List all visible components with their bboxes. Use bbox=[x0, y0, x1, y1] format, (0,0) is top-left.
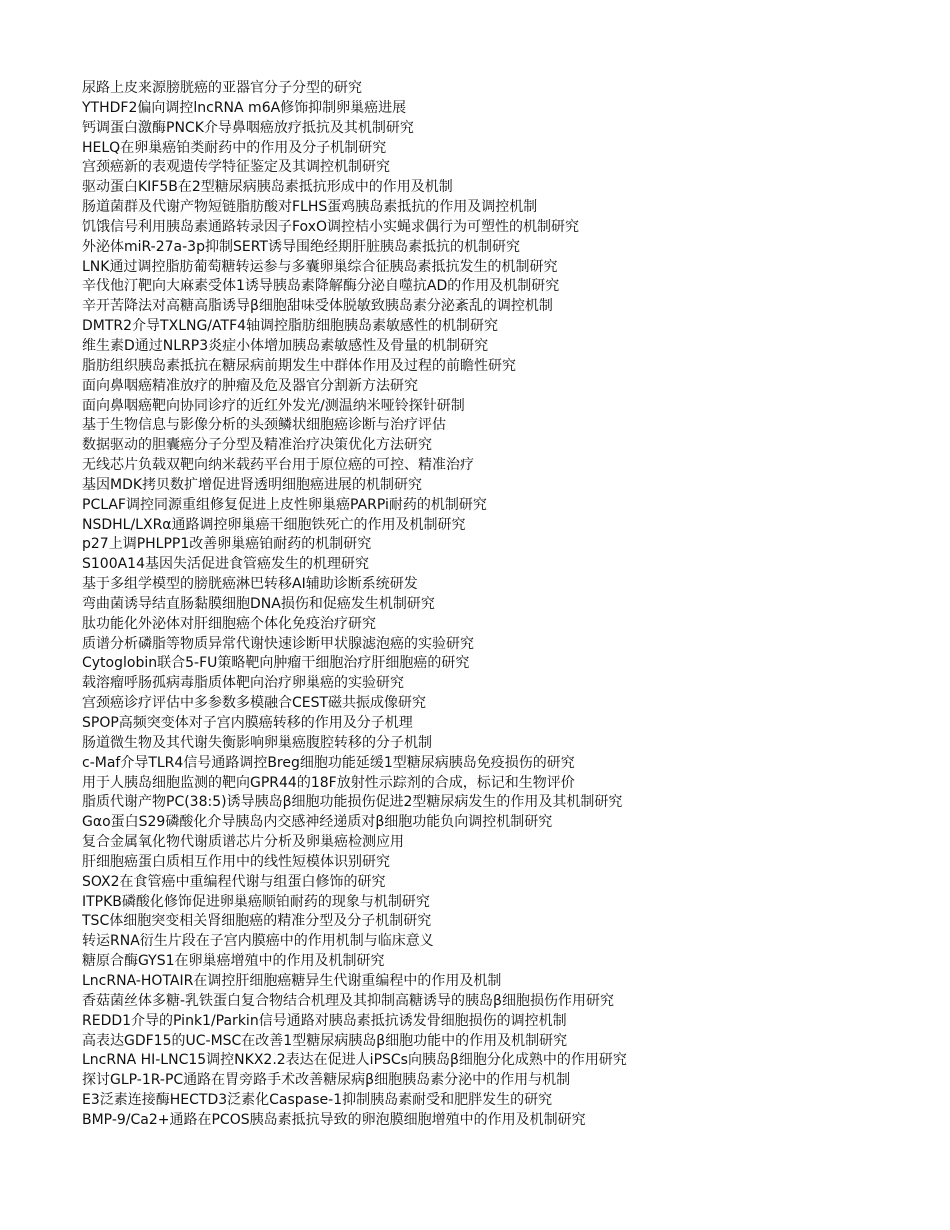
research-title-item: 维生素D通过NLRP3炎症小体增加胰岛素敏感性及骨量的机制研究 bbox=[82, 337, 489, 354]
research-title-item: 探讨GLP-1R-PC通路在胃旁路手术改善糖尿病β细胞胰岛素分泌中的作用与机制 bbox=[82, 1072, 571, 1089]
research-title-item: LncRNA-HOTAIR在调控肝细胞癌糖异生代谢重编程中的作用及机制 bbox=[82, 972, 502, 989]
research-title-item: 香菇菌丝体多糖-乳铁蛋白复合物结合机理及其抑制高糖诱导的胰岛β细胞损伤作用研究 bbox=[82, 992, 614, 1009]
research-title-item: SPOP高频突变体对子宫内膜癌转移的作用及分子机理 bbox=[82, 715, 413, 731]
research-title-item: 基于生物信息与影像分析的头颈鳞状细胞癌诊断与治疗评估 bbox=[82, 417, 446, 434]
research-title-item: 辛开苦降法对高糖高脂诱导β细胞甜味受体脱敏致胰岛素分泌紊乱的调控机制 bbox=[82, 298, 553, 315]
research-title-item: 宫颈癌诊疗评估中多参数多模融合CEST磁共振成像研究 bbox=[82, 695, 427, 712]
research-title-item: 质谱分析磷脂等物质异常代谢快速诊断甲状腺滤泡癌的实验研究 bbox=[82, 635, 474, 652]
research-title-item: DMTR2介导TXLNG/ATF4轴调控脂肪细胞胰岛素敏感性的机制研究 bbox=[82, 318, 499, 335]
research-title-item: 弯曲菌诱导结直肠黏膜细胞DNA损伤和促癌发生机制研究 bbox=[82, 595, 435, 612]
research-title-item: c-Maf介导TLR4信号通路调控Breg细胞功能延缓1型糖尿病胰岛免疫损伤的研究 bbox=[82, 754, 575, 771]
research-title-item: LncRNA HI-LNC15调控NKX2.2表达在促进人iPSCs向胰岛β细胞分化成熟中的作用研究 bbox=[82, 1052, 627, 1069]
research-title-item: PCLAF调控同源重组修复促进上皮性卵巢癌PARPi耐药的机制研究 bbox=[82, 496, 487, 513]
research-title-item: 脂肪组织胰岛素抵抗在糖尿病前期发生中群体作用及过程的前瞻性研究 bbox=[82, 357, 516, 374]
research-title-item: 饥饿信号利用胰岛素通路转录因子FoxO调控桔小实蝇求偶行为可塑性的机制研究 bbox=[82, 218, 579, 235]
research-title-item: 面向鼻咽癌精准放疗的肿瘤及危及器官分割新方法研究 bbox=[82, 377, 418, 394]
research-title-item: 肠道菌群及代谢产物短链脂肪酸对FLHS蛋鸡胰岛素抵抗的作用及调控机制 bbox=[82, 199, 538, 216]
research-title-item: YTHDF2偏向调控lncRNA m6A修饰抑制卵巢癌进展 bbox=[82, 99, 407, 116]
research-title-item: 外泌体miR-27a-3p抑制SERT诱导围绝经期肝脏胰岛素抵抗的机制研究 bbox=[82, 238, 520, 255]
research-title-item: 载溶瘤呼肠孤病毒脂质体靶向治疗卵巢癌的实验研究 bbox=[82, 675, 404, 692]
research-title-item: Gαo蛋白S29磷酸化介导胰岛内交感神经递质对β细胞功能负向调控机制研究 bbox=[82, 814, 553, 831]
research-title-item: 无线芯片负载双靶向纳米载药平台用于原位癌的可控、精准治疗 bbox=[82, 457, 474, 474]
research-title-item: 用于人胰岛细胞监测的靶向GPR44的18F放射性示踪剂的合成，标记和生物评价 bbox=[82, 774, 575, 791]
research-title-item: 肠道微生物及其代谢失衡影响卵巢癌腹腔转移的分子机制 bbox=[82, 734, 432, 751]
research-title-item: TSC体细胞突变相关肾细胞癌的精准分型及分子机制研究 bbox=[82, 913, 432, 930]
research-title-item: S100A14基因失活促进食管癌发生的机理研究 bbox=[82, 556, 369, 573]
research-title-item: 基于多组学模型的膀胱癌淋巴转移AI辅助诊断系统研发 bbox=[82, 576, 418, 593]
research-title-item: 脂质代谢产物PC(38:5)诱导胰岛β细胞功能损伤促进2型糖尿病发生的作用及其机制研究 bbox=[82, 794, 623, 811]
research-title-item: BMP-9/Ca2+通路在PCOS胰岛素抵抗导致的卵泡膜细胞增殖中的作用及机制研究 bbox=[82, 1111, 586, 1128]
research-title-item: Cytoglobin联合5-FU策略靶向肿瘤干细胞治疗肝细胞癌的研究 bbox=[82, 655, 470, 672]
research-title-list bbox=[82, 79, 922, 1131]
research-title-item: REDD1介导的Pink1/Parkin信号通路对胰岛素抵抗诱发骨细胞损伤的调控机制 bbox=[82, 1012, 567, 1029]
research-title-item: 尿路上皮来源膀胱癌的亚器官分子分型的研究 bbox=[82, 80, 362, 96]
research-title-item: 复合金属氧化物代谢质谱芯片分析及卵巢癌检测应用 bbox=[82, 834, 404, 851]
document-page bbox=[82, 79, 922, 1131]
research-title-item: 面向鼻咽癌靶向协同诊疗的近红外发光/测温纳米哑铃探针研制 bbox=[82, 397, 465, 414]
research-title-item: 基因MDK拷贝数扩增促进肾透明细胞癌进展的机制研究 bbox=[82, 476, 423, 493]
research-title-item: HELQ在卵巢癌铂类耐药中的作用及分子机制研究 bbox=[82, 139, 387, 156]
research-title-item: ITPKB磷酸化修饰促进卵巢癌顺铂耐药的现象与机制研究 bbox=[82, 893, 430, 910]
research-title-item: p27上调PHLPP1改善卵巢癌铂耐药的机制研究 bbox=[82, 536, 372, 553]
research-title-item: 数据驱动的胆囊癌分子分型及精准治疗决策优化方法研究 bbox=[82, 437, 432, 454]
research-title-item: 钙调蛋白激酶PNCK介导鼻咽癌放疗抵抗及其机制研究 bbox=[82, 119, 414, 136]
research-title-item: 宫颈癌新的表观遗传学特征鉴定及其调控机制研究 bbox=[82, 159, 390, 176]
research-title-item: 高表达GDF15的UC-MSC在改善1型糖尿病胰岛β细胞功能中的作用及机制研究 bbox=[82, 1032, 568, 1049]
research-title-item: 驱动蛋白KIF5B在2型糖尿病胰岛素抵抗形成中的作用及机制 bbox=[82, 179, 453, 196]
research-title-item: 肽功能化外泌体对肝细胞癌个体化免疫治疗研究 bbox=[82, 615, 376, 632]
research-title-item: 辛伐他汀靶向大麻素受体1诱导胰岛素降解酶分泌自噬抗AD的作用及机制研究 bbox=[82, 278, 560, 295]
research-title-item: E3泛素连接酶HECTD3泛素化Caspase-1抑制胰岛素耐受和肥胖发生的研究 bbox=[82, 1092, 553, 1109]
research-title-item: 肝细胞癌蛋白质相互作用中的线性短模体识别研究 bbox=[82, 853, 390, 870]
research-title-item: LNK通过调控脂肪葡萄糖转运参与多囊卵巢综合征胰岛素抵抗发生的机制研究 bbox=[82, 258, 558, 275]
research-title-item: 转运RNA衍生片段在子宫内膜癌中的作用机制与临床意义 bbox=[82, 933, 434, 950]
research-title-item: 糖原合酶GYS1在卵巢癌增殖中的作用及机制研究 bbox=[82, 953, 385, 970]
research-title-item: NSDHL/LXRα通路调控卵巢癌干细胞铁死亡的作用及机制研究 bbox=[82, 516, 466, 533]
research-title-item: SOX2在食管癌中重编程代谢与组蛋白修饰的研究 bbox=[82, 873, 386, 890]
